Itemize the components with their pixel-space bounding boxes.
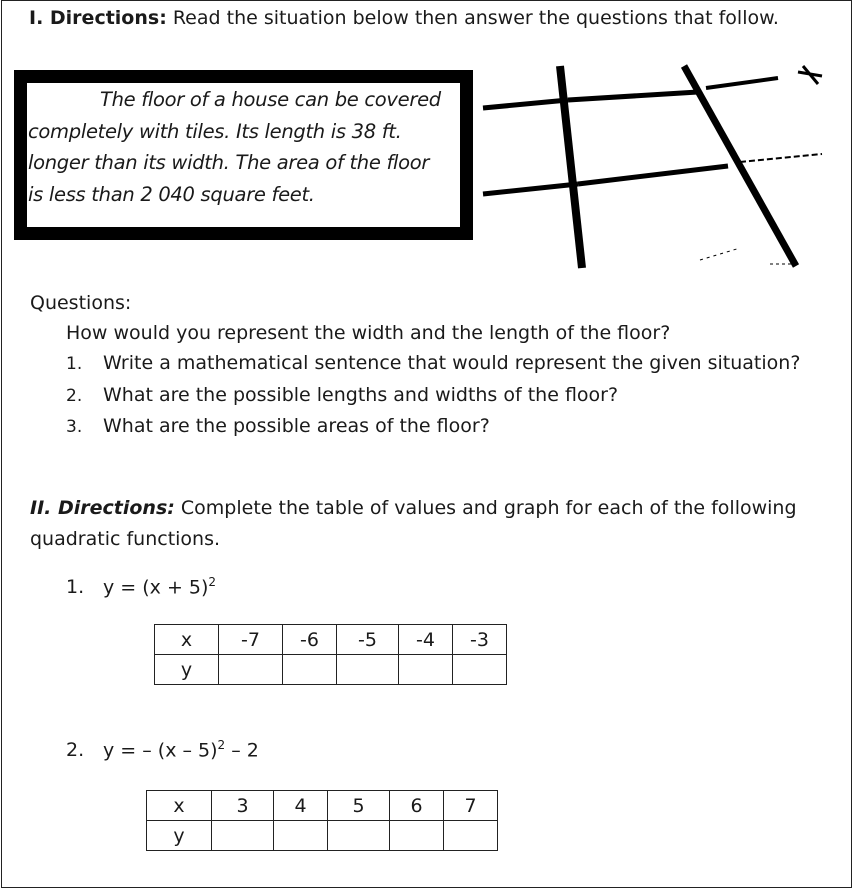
part1-directions-text: Read the situation below then answer the questions that follow. bbox=[166, 7, 779, 29]
situation-line-4: is less than 2 040 square feet. bbox=[28, 182, 315, 206]
x-value-cell: -4 bbox=[399, 625, 453, 655]
x-value-cell: -5 bbox=[337, 625, 399, 655]
x-label-cell: x bbox=[155, 625, 219, 655]
x-value-cell: -3 bbox=[453, 625, 507, 655]
x-value-cell: 7 bbox=[444, 791, 498, 821]
function-exponent: 2 bbox=[208, 575, 217, 589]
question-1 bbox=[66, 352, 800, 374]
question-number: 2. bbox=[66, 386, 83, 406]
table-row-y bbox=[155, 655, 507, 685]
part2-directions-text: Complete the table of values and graph for each of the following quadratic functions. bbox=[30, 497, 797, 550]
question-3 bbox=[66, 415, 490, 437]
y-value-cell[interactable] bbox=[328, 821, 390, 851]
y-value-cell[interactable] bbox=[212, 821, 274, 851]
floor-tiles-image bbox=[478, 62, 826, 270]
part1-directions bbox=[29, 7, 779, 29]
part1-directions-label: I. Directions: bbox=[29, 7, 167, 29]
part2-directions-label: II. Directions: bbox=[30, 497, 175, 519]
function-number: 1. bbox=[66, 576, 85, 599]
function-base: y = (x + 5) bbox=[103, 576, 209, 599]
x-value-cell: 6 bbox=[390, 791, 444, 821]
y-value-cell[interactable] bbox=[399, 655, 453, 685]
x-value-cell: -7 bbox=[219, 625, 283, 655]
x-value-cell: 3 bbox=[212, 791, 274, 821]
function-1 bbox=[66, 575, 216, 598]
question-text: What are the possible areas of the floor? bbox=[103, 415, 490, 437]
question-number: 1. bbox=[66, 354, 83, 374]
y-label-cell: y bbox=[147, 821, 212, 851]
function-tail: – 2 bbox=[225, 739, 259, 762]
y-value-cell[interactable] bbox=[453, 655, 507, 685]
function-base: y = – (x – 5) bbox=[103, 739, 218, 762]
question-number: 3. bbox=[66, 417, 83, 437]
y-value-cell[interactable] bbox=[283, 655, 337, 685]
part2-directions bbox=[30, 493, 820, 555]
x-label-cell: x bbox=[147, 791, 212, 821]
table-row-x bbox=[155, 625, 507, 655]
table-function-1 bbox=[154, 624, 507, 685]
questions-heading: Questions: bbox=[30, 292, 132, 314]
x-value-cell: 5 bbox=[328, 791, 390, 821]
question-2 bbox=[66, 384, 618, 406]
situation-text bbox=[28, 84, 468, 210]
table-function-2 bbox=[146, 790, 498, 851]
situation-line-2: completely with tiles. Its length is 38 ft. bbox=[28, 119, 402, 143]
y-value-cell[interactable] bbox=[390, 821, 444, 851]
x-value-cell: -6 bbox=[283, 625, 337, 655]
function-2 bbox=[66, 738, 259, 761]
question-text: What are the possible lengths and widths of the floor? bbox=[103, 384, 619, 406]
y-value-cell[interactable] bbox=[274, 821, 328, 851]
table-row-y bbox=[147, 821, 498, 851]
function-exponent: 2 bbox=[217, 738, 226, 752]
y-label-cell: y bbox=[155, 655, 219, 685]
situation-line-1: The floor of a house can be covered bbox=[100, 88, 441, 111]
questions-intro: How would you represent the width and the length of the floor? bbox=[66, 322, 671, 344]
table-row-x bbox=[147, 791, 498, 821]
x-value-cell: 4 bbox=[274, 791, 328, 821]
y-value-cell[interactable] bbox=[337, 655, 399, 685]
y-value-cell[interactable] bbox=[444, 821, 498, 851]
function-number: 2. bbox=[66, 739, 85, 762]
situation-line-3: longer than its width. The area of the floor bbox=[28, 151, 430, 174]
y-value-cell[interactable] bbox=[219, 655, 283, 685]
question-text: Write a mathematical sentence that would represent the given situation? bbox=[103, 352, 801, 374]
